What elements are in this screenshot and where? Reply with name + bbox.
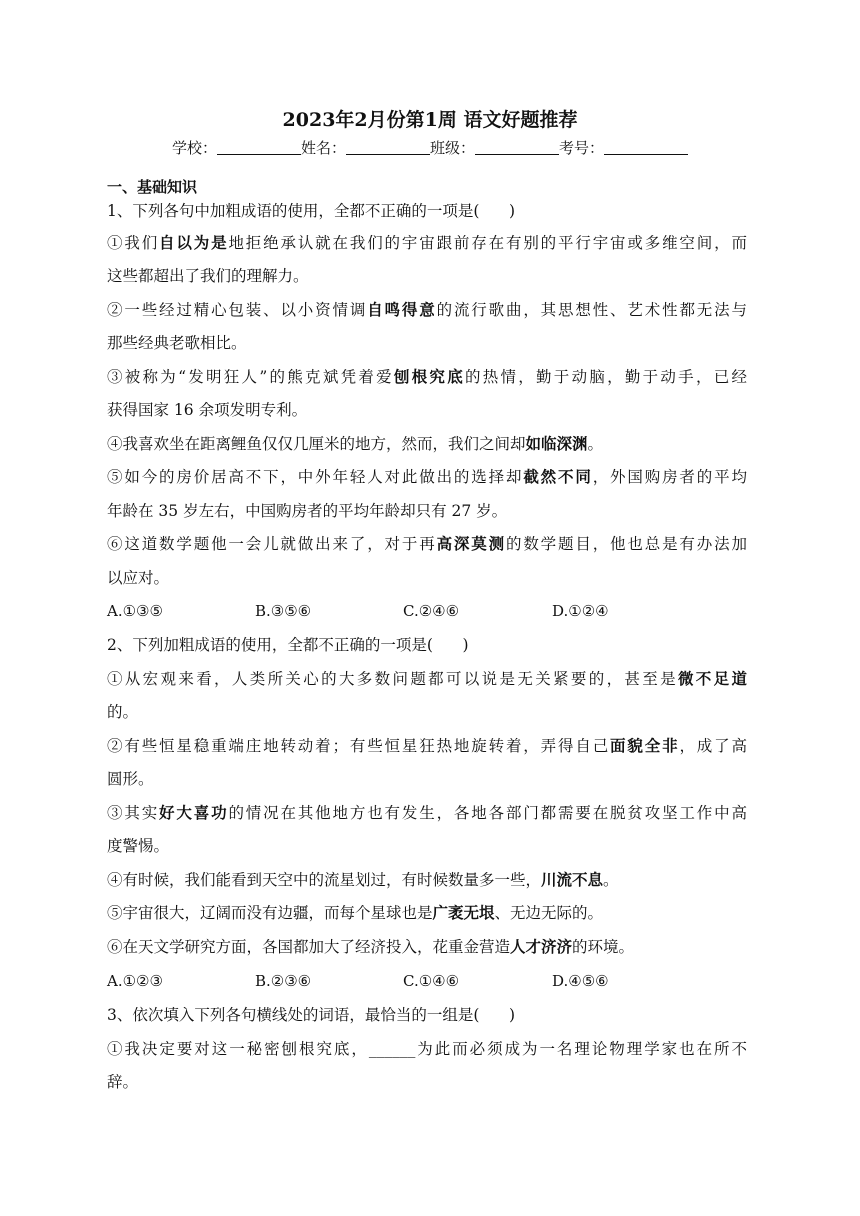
student-info-row	[0, 138, 860, 158]
q2-sentence-1-cont: 的。	[107, 703, 139, 721]
page-title: 2023年2月份第1周 语文好题推荐	[282, 109, 578, 131]
q1-sentence-5	[107, 467, 747, 487]
bold-idiom: 人才济济	[510, 937, 573, 956]
text: ①我们	[107, 234, 160, 252]
bold-idiom: 如临深渊	[525, 434, 588, 453]
q2-sentence-3	[107, 803, 747, 823]
text: 。	[603, 871, 619, 889]
q1-sentence-6-cont: 以应对。	[107, 569, 170, 587]
exam-number-label: 考号：	[559, 139, 605, 157]
option-d[interactable]: D.④⑤⑥	[552, 972, 609, 990]
text: 。	[587, 435, 604, 453]
q1-sentence-4	[107, 434, 603, 454]
exam-number-blank[interactable]	[604, 140, 688, 155]
q2-sentence-3-cont: 度警惕。	[107, 837, 170, 855]
q3-stem: 3、依次填入下列各句横线处的词语，最恰当的一组是( )	[107, 1006, 516, 1024]
name-label: 姓名：	[300, 139, 346, 157]
q1-sentence-1	[107, 233, 747, 253]
option-a[interactable]: A.①③⑤	[107, 602, 163, 620]
q2-sentence-2	[107, 736, 747, 756]
bold-idiom: 高深莫测	[436, 534, 506, 553]
q2-sentence-4	[107, 870, 619, 890]
text: ②一些经过精心包装、以小资情调	[107, 301, 368, 319]
q1-sentence-2-cont: 那些经典老歌相比。	[107, 334, 247, 352]
option-c[interactable]: C.②④⑥	[403, 602, 460, 620]
q1-sentence-6	[107, 534, 747, 554]
text: ，外国购房者的平均	[592, 468, 747, 486]
text: 的环境。	[572, 938, 635, 956]
text: ②有些恒星稳重端庄地转动着；有些恒星狂热地旋转着，弄得自己	[107, 737, 611, 755]
class-blank[interactable]	[475, 140, 559, 155]
text: ⑤如今的房价居高不下，中外年轻人对此做出的选择却	[107, 468, 524, 486]
class-label: 班级：	[430, 139, 476, 157]
q3-sentence-1: ①我决定要对这一秘密刨根究底，______为此而必须成为一名理论物理学家也在所不	[107, 1040, 747, 1058]
text: ⑤宇宙很大，辽阔而没有边疆，而每个星球也是	[107, 904, 433, 922]
q2-stem: 2、下列加粗成语的使用，全都不正确的一项是( )	[107, 636, 469, 654]
q2-sentence-1	[107, 669, 747, 689]
text: ④我喜欢坐在距离鲤鱼仅仅几厘米的地方，然而，我们之间却	[107, 435, 526, 453]
bold-idiom: 面貌全非	[610, 736, 680, 755]
q3-sentence-1-cont: 辞。	[107, 1073, 139, 1091]
text: ③被称为“发明狂人”的熊克斌凭着爱	[107, 368, 394, 386]
text: 的数学题目，他也总是有办法加	[505, 535, 747, 553]
text: ⑥这道数学题他一会儿就做出来了，对于再	[107, 535, 437, 553]
option-d[interactable]: D.①②④	[552, 602, 609, 620]
q2-sentence-5	[107, 903, 603, 923]
option-b[interactable]: B.③⑤⑥	[255, 602, 312, 620]
bold-idiom: 好大喜功	[159, 803, 229, 822]
bold-idiom: 截然不同	[523, 467, 593, 486]
bold-idiom: 川流不息	[541, 870, 604, 889]
school-blank[interactable]	[217, 140, 301, 155]
option-b[interactable]: B.②③⑥	[255, 972, 312, 990]
section-heading: 一、基础知识	[107, 178, 198, 196]
text: ①从宏观来看，人类所关心的大多数问题都可以说是无关紧要的，甚至是	[107, 670, 678, 688]
bold-idiom: 广袤无垠	[432, 903, 495, 922]
q1-sentence-5-cont: 年龄在 35 岁左右，中国购房者的平均年龄却只有 27 岁。	[107, 502, 508, 520]
q1-sentence-2	[107, 300, 747, 320]
option-c[interactable]: C.①④⑥	[403, 972, 460, 990]
text: ③其实	[107, 804, 160, 822]
q1-stem: 1、下列各句中加粗成语的使用，全都不正确的一项是( )	[107, 202, 516, 220]
q1-sentence-1-cont: 这些都超出了我们的理解力。	[107, 267, 309, 285]
text: 的热情，勤于动脑，勤于动手，已经	[464, 368, 747, 386]
bold-idiom: 自以为是	[159, 233, 229, 252]
bold-idiom: 自鸣得意	[367, 300, 437, 319]
text: ，成了高	[679, 737, 747, 755]
q1-sentence-3-cont: 获得国家 16 余项发明专利。	[107, 401, 308, 419]
name-blank[interactable]	[346, 140, 430, 155]
q1-sentence-3	[107, 367, 747, 387]
q2-sentence-2-cont: 圆形。	[107, 770, 154, 788]
q2-sentence-6	[107, 937, 634, 957]
text: 的情况在其他地方也有发生，各地各部门都需要在脱贫攻坚工作中高	[228, 804, 747, 822]
text: 的流行歌曲，其思想性、艺术性都无法与	[436, 301, 747, 319]
bold-idiom: 刨根究底	[393, 367, 465, 386]
text: ⑥在天文学研究方面，各国都加大了经济投入，花重金营造	[107, 938, 511, 956]
bold-idiom: 微不足道	[677, 669, 747, 688]
text: ④有时候，我们能看到天空中的流星划过，有时候数量多一些，	[107, 871, 542, 889]
option-a[interactable]: A.①②③	[107, 972, 163, 990]
text: 、无边无际的。	[494, 904, 604, 922]
school-label: 学校：	[171, 139, 217, 157]
text: 地拒绝承认就在我们的宇宙跟前存在有别的平行宇宙或多维空间，而	[228, 234, 747, 252]
